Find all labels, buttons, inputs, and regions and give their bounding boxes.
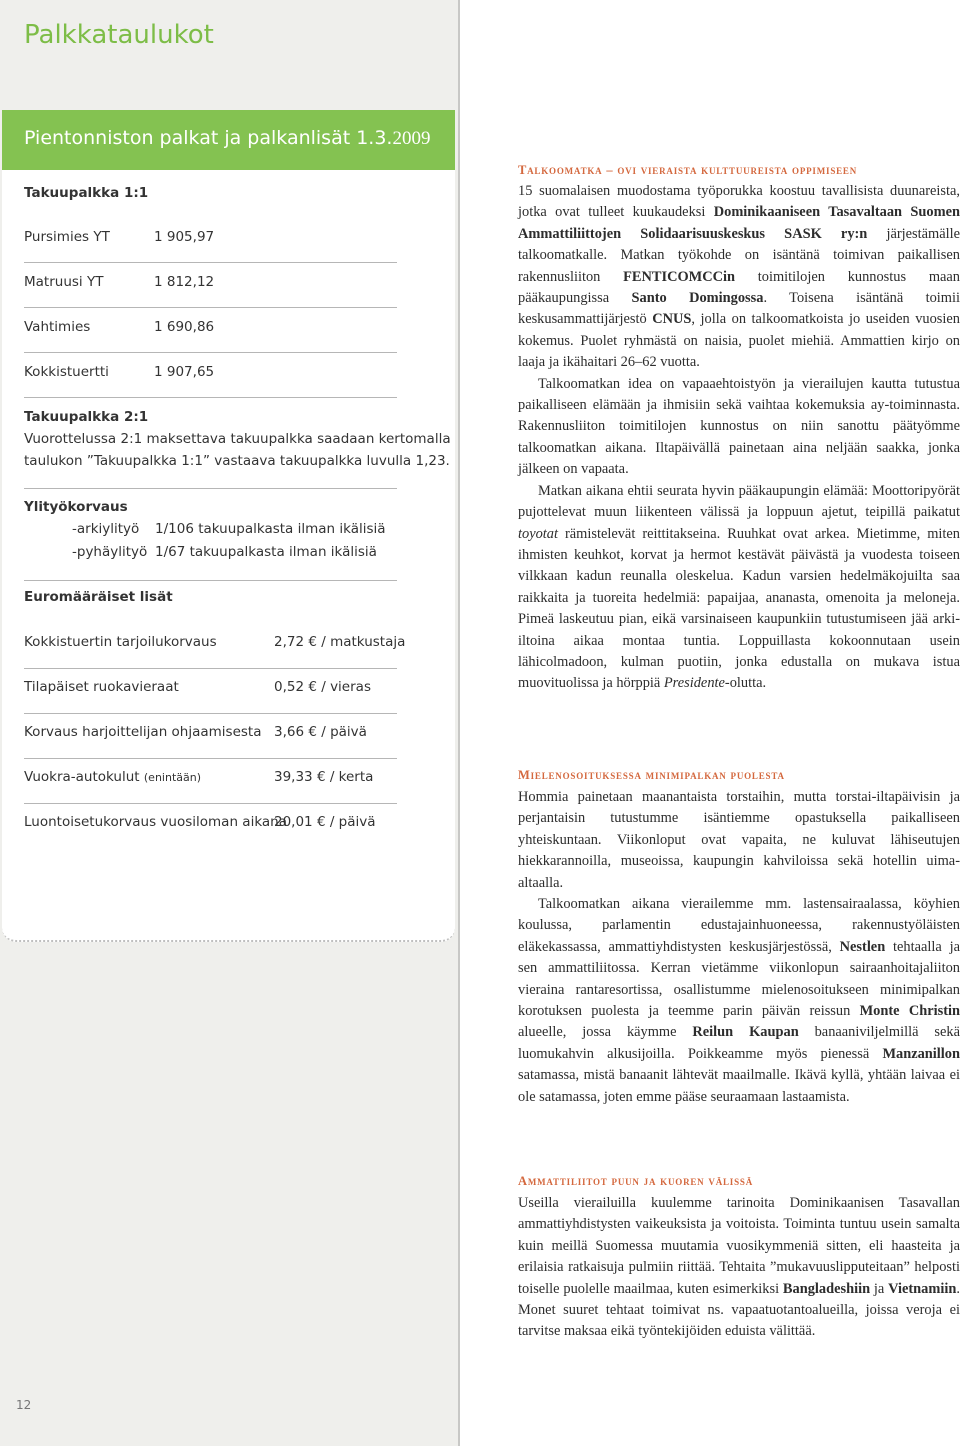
- ylityo-row-label: -arkiylityö: [72, 521, 140, 537]
- takuu1-row-value: 1 907,65: [154, 364, 215, 380]
- divider: [24, 262, 397, 263]
- salary-table-title-text: Pientonniston palkat ja palkanlisät 1.3.: [24, 127, 393, 149]
- euro-row-value: 39,33 € / kerta: [274, 769, 374, 785]
- text-run: rämistelevät reittitakseina. Ruuhkat ovat arkea. Mietimme, miten ihmisten keuhkot, korvat ja hermot kestävät päivästä ja vuodesta toiseen vilkkaan kadun reunalla oleskelua. Kadun varsien hedelmäkojuilta saa raikkaita ja tuoreita hedelmiä: papaijaa, ananasta, omenoita ja meloneja. Pimeä laskeutuu pian, eikä varsinaiseen kaupunkiin tutustumiseen jää arki-iltoina aikaa montaa tuntia. Loppuillasta kokoonnutaan usein lähicolmadoon, kulman puotiin, jonka edustalla on mukava istua muovituolissa ja hörppiä: [518, 525, 960, 692]
- divider: [24, 713, 397, 714]
- ylityo-row-label: -pyhäylityö: [72, 544, 148, 560]
- takuu1-row-label: Matruusi YT: [24, 274, 104, 290]
- euro-row-note: (enintään): [143, 771, 202, 784]
- text-run: järjestämälle talkoomatkalle. Matkan työkohde on isäntänä toimivan paikallisen rakennusliiton: [518, 225, 960, 285]
- euro-row-label: [24, 769, 201, 785]
- text-run: ja: [870, 1280, 889, 1297]
- takuu1-heading: Takuupalkka 1:1: [24, 185, 149, 201]
- text-run-bold: Vietnamiin: [888, 1280, 957, 1297]
- salary-table-year: 2009: [392, 128, 431, 149]
- text-run-bold: CNUS: [652, 311, 692, 328]
- section-heading: Ammattiliitot puun ja kuoren välissä: [518, 1174, 754, 1188]
- takuu1-row-value: 1 905,97: [154, 229, 215, 245]
- text-run-bold: Reilun Kaupan: [692, 1024, 799, 1041]
- text-run-bold: FENTICOMCCin: [623, 268, 736, 285]
- ylityo-row-value: 1/67 takuupalkasta ilman ikälisiä: [155, 544, 377, 560]
- article-section-2: [518, 787, 960, 1108]
- text-run: . Toisena isäntänä toimii keskusammattijärjestö: [518, 290, 960, 328]
- text-run-bold: Bangladeshiin: [782, 1280, 871, 1297]
- text-run-bold: Nestlen: [839, 938, 886, 955]
- divider: [24, 668, 397, 669]
- divider: [24, 307, 397, 308]
- paragraph: [518, 181, 960, 374]
- euro-row-label: Kokkistuertin tarjoilukorvaus: [24, 634, 217, 650]
- article-section-3: [518, 1193, 960, 1343]
- euro-row-label: Tilapäiset ruokavieraat: [24, 679, 179, 695]
- text-run: toimitilojen kunnostus maan pääkaupungissa: [518, 268, 960, 307]
- text-run-bold: Manzanillon: [882, 1045, 960, 1062]
- sidebar-panel: [0, 0, 460, 1446]
- euro-row-label: Luontoisetukorvaus vuosiloman aikana: [24, 814, 288, 830]
- text-run: , jolla on talkoomatkoista jo useiden vuosien kokemus. Puolet ryhmästä on naisia, puolet miehiä. Ammattien kirjo on laaja ja ikähaitari 26–62 vuotta.: [518, 311, 960, 371]
- text-run: alueelle, jossa käymme: [518, 1024, 693, 1041]
- paragraph: Hommia painetaan maanantaista torstaihin, mutta torstai-iltapäivisin ja perjantaisin tutustumme isäntiemme opastuksella paikalliseen yhteiskuntaan. Viikonloput ovat vapaita, ne kuluvat lähiseutujen hiekkarannoilla, museoissa, kaupungin kahviloissa sekä hotellin uima-altaalla.: [518, 789, 960, 891]
- euro-row-value: 20,01 € / päivä: [274, 814, 376, 830]
- salary-table-title: [24, 127, 430, 150]
- text-run: -olutta.: [724, 675, 767, 692]
- divider: [24, 352, 397, 353]
- text-run: banaaniviljelmillä sekä luomukahvin alkusijoilla. Poikkeamme myös pienessä: [518, 1024, 960, 1062]
- text-run: tehtaalla ja sen ammattiliitossa. Kerran vietämme viikonlopun sairaanhoitajaliiton vieraina rantaresortissa, osallistumme mielenosoitukseen minimipalkan korotuksen puolesta ja teemme parin päivän reissun: [518, 938, 960, 1020]
- text-run: Useilla vierailuilla kuulemme tarinoita Dominikaanisen Tasavallan ammattiyhdistysten vaikeuksista ja voitoista. Toiminta tuntuu usein samalta kuin meillä Suomessa muutamia vuosikymmeniä sitten, eli haasteita ja erilaisia ratkaisuja pulmiin riittää. Tehtaita ”mukavuuslipputeitaan” helposti toiselle puolelle maailmaa, kuten esimerkiksi: [518, 1195, 960, 1297]
- page-title: Palkkataulukot: [24, 20, 214, 50]
- takuu1-row-value: 1 812,12: [154, 274, 215, 290]
- paragraph: [518, 481, 960, 695]
- divider: [24, 758, 397, 759]
- euro-row-value: 0,52 € / vieras: [274, 679, 371, 695]
- divider: [24, 580, 397, 581]
- takuu1-row-label: Kokkistuertti: [24, 364, 109, 380]
- paragraph: [518, 1193, 960, 1343]
- article-section-1: [518, 181, 960, 695]
- text-run-italic: Presidente: [663, 675, 725, 692]
- divider: [24, 803, 397, 804]
- text-run: Matkan aikana ehtii seurata hyvin pääkaupungin elämää: Moottoripyörät pujottelevat muun liikenteen välissä ja loppuun ajetut, teipillä paikatut: [518, 482, 960, 521]
- takuu2-text-line: taulukon ”Takuupalkka 1:1” vastaava takuupalkka luvulla 1,23.: [24, 453, 450, 469]
- euro-row-label: Korvaus harjoittelijan ohjaamisesta: [24, 724, 262, 740]
- euro-row-value: 2,72 € / matkustaja: [274, 634, 406, 650]
- text-run-italic: toyotat: [518, 525, 558, 542]
- text-run: . Monet suuret tehtaat toimivat ns. vapaatuotantoalueilla, joissa veroja ei tarvitse maksaa eikä työntekijöiden eduista välittää.: [518, 1280, 960, 1340]
- text-run-bold: Santo Domingossa: [631, 290, 764, 307]
- ylityo-row-value: 1/106 takuupalkasta ilman ikälisiä: [155, 521, 386, 537]
- euro-row-label-text: Vuokra-autokulut: [24, 769, 140, 785]
- page-number: 12: [16, 1398, 32, 1412]
- text-run: 15 suomalaisen muodostama työporukka koostuu tavallisista duunareista, jotka ovat tulleet kuukaudeksi: [518, 183, 960, 221]
- section-heading: Mielenosoituksessa minimipalkan puolesta: [518, 768, 785, 782]
- takuu1-row-value: 1 690,86: [154, 319, 215, 335]
- text-run-bold: Monte Christin: [859, 1003, 960, 1020]
- paragraph: Talkoomatkan idea on vapaaehtoistyön ja vierailujen kautta tutustua paikalliseen elämään ja ihmisiin sekä vaihtaa kokemuksia ay-toiminnasta. Rakennusliiton toimitilojen kunnostus on niin sanottu päätyömme talkoomatkan aikana. Iltapäivällä painetaan aina neljään saakka, jonka jälkeen on vapaata.: [518, 375, 960, 478]
- divider: [24, 397, 397, 398]
- text-run: Talkoomatkan aikana vierailemme mm. lastensairaalassa, köyhien koulussa, parlamentin edustajainhuoneessa, rakennustyöläisten eläkekassassa, ammattiyhdistysten keskusjärjestössä,: [518, 896, 960, 955]
- takuu2-heading: Takuupalkka 2:1: [24, 409, 149, 425]
- paragraph: [518, 894, 960, 1108]
- divider: [24, 488, 397, 489]
- takuu2-text-line: Vuorottelussa 2:1 maksettava takuupalkka saadaan kertomalla: [24, 431, 451, 447]
- section-heading: Talkoomatka – ovi vieraista kulttuureista oppimiseen: [518, 163, 858, 177]
- euro-heading: Euromääräiset lisät: [24, 589, 173, 605]
- takuu1-row-label: Vahtimies: [24, 319, 91, 335]
- text-run: satamassa, mistä banaanit lähtevät maailmalle. Ikävä kyllä, yhtään laivaa ei ole satamassa, joten emme pääse seuraamaan lastaamista.: [518, 1067, 960, 1105]
- takuu1-row-label: Pursimies YT: [24, 229, 110, 245]
- salary-table-header: [2, 110, 455, 170]
- euro-row-value: 3,66 € / päivä: [274, 724, 367, 740]
- ylityo-heading: Ylityökorvaus: [24, 499, 128, 515]
- text-run-bold: Dominikaaniseen Tasavaltaan Suomen Ammattiliittojen Solidaarisuuskeskus SASK ry:n: [518, 204, 960, 242]
